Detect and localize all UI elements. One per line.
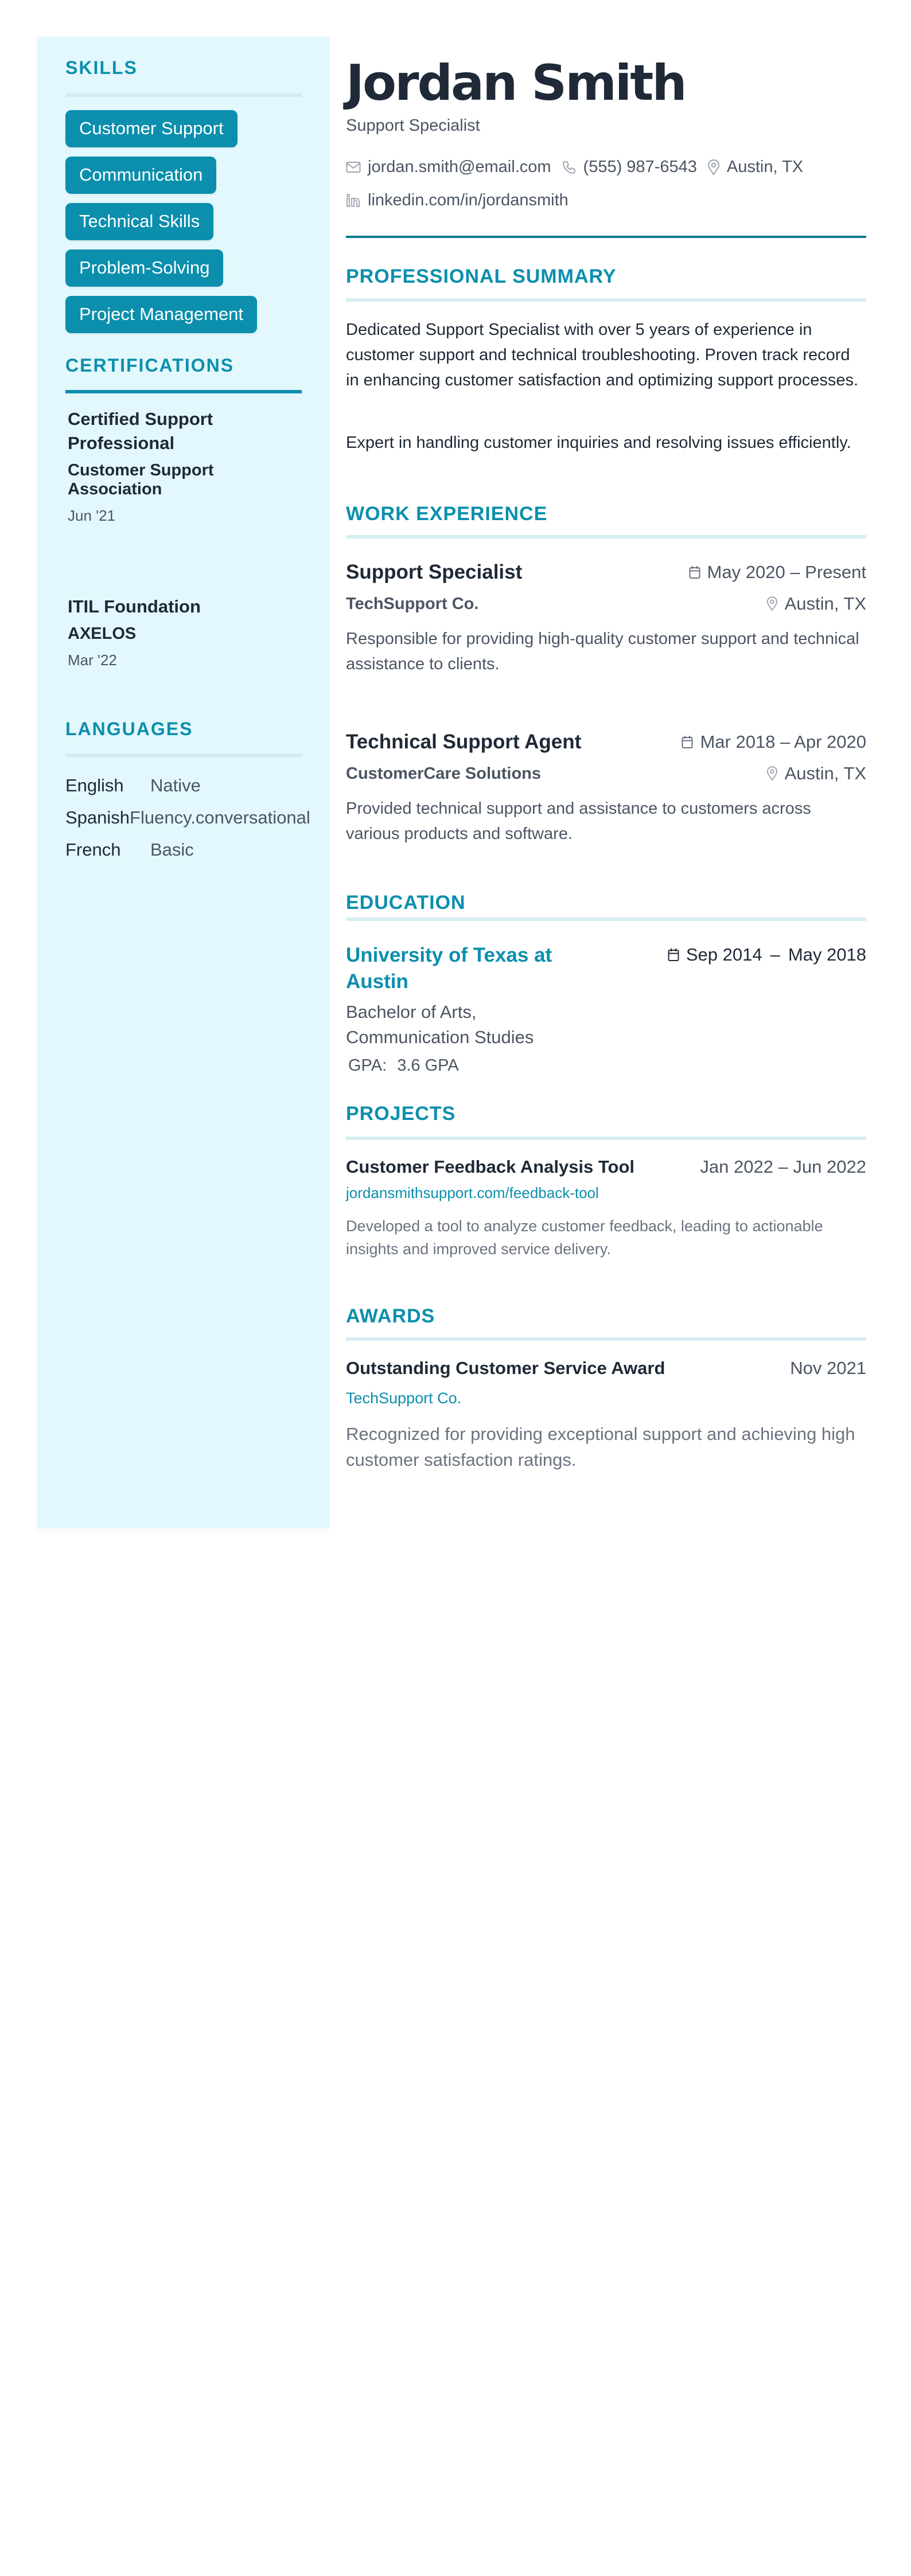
skill-chip: Project Management [65,296,257,333]
education-heading: EDUCATION [346,892,466,914]
education-gpa [348,1056,459,1075]
calendar-icon [689,565,700,579]
linkedin-icon [346,194,361,208]
certification-item [65,407,302,525]
contact-phone[interactable] [562,158,697,177]
gpa-label: GPA: [348,1056,387,1075]
job-location [766,763,866,784]
award-date: Nov 2021 [790,1358,866,1378]
job-role: Technical Support Agent [346,731,582,753]
header-divider [346,236,866,238]
job-location [766,594,866,614]
job-subheader [346,594,866,614]
job-dates-text: Mar 2018 – Apr 2020 [700,732,866,752]
education-start: Sep 2014 [686,944,762,965]
section-divider [346,1337,866,1341]
contact-row [346,191,579,210]
project-header [346,1157,866,1177]
award-header [346,1358,866,1379]
project-dates: Jan 2022 – Jun 2022 [700,1157,866,1177]
summary-paragraph: Expert in handling customer inquiries and resolving issues efficiently. [346,434,851,452]
project-description: Developed a tool to analyze customer feedback, leading to actionable insights and improved service delivery. [346,1217,823,1258]
job-description: Provided technical support and assistance to customers across various products and software. [346,799,811,843]
phone-icon [562,160,577,175]
education-end: May 2018 [788,944,866,965]
job-description: Responsible for providing high-quality customer support and technical assistance to clients. [346,630,859,673]
contact-linkedin[interactable] [346,191,569,210]
job-title: Support Specialist [346,116,480,135]
job-header [346,561,866,584]
experience-heading: WORK EXPERIENCE [346,503,548,525]
skills-list [65,110,302,333]
candidate-name: Jordan Smith [346,54,686,112]
certification-divider [65,559,302,560]
contact-email[interactable] [346,158,551,177]
calendar-icon [668,948,679,962]
job-dates [682,732,866,752]
award-name: Outstanding Customer Service Award [346,1358,665,1378]
certification-item [65,595,302,669]
job-location-text: Austin, TX [784,594,866,614]
email-text: jordan.smith@email.com [368,158,551,176]
contact-location [707,158,803,177]
languages-heading: LANGUAGES [65,719,193,739]
certifications-heading: CERTIFICATIONS [65,355,235,376]
calendar-icon [682,735,693,749]
location-text: Austin, TX [726,158,804,176]
map-pin-icon [707,159,720,175]
project-link[interactable]: jordansmithsupport.com/feedback-tool [346,1184,599,1201]
language-level: Fluency.conversational [130,807,310,828]
certification-date: Jun '21 [68,507,116,524]
skill-chip: Problem-Solving [65,249,223,287]
map-pin-icon [766,596,778,611]
linkedin-text: linkedin.com/in/jordansmith [368,191,569,209]
job-header [346,731,866,754]
certification-name: Certified Support Professional [68,409,213,453]
section-divider [346,298,866,302]
phone-text: (555) 987-6543 [583,158,697,176]
job-subheader [346,763,866,784]
skill-chip: Communication [65,157,216,194]
skills-section [65,57,302,333]
job-company: TechSupport Co. [346,594,479,613]
section-divider [65,754,302,757]
education-dates [668,944,866,965]
sidebar [37,37,329,1528]
projects-heading: PROJECTS [346,1103,456,1125]
job-dates-text: May 2020 – Present [707,562,866,582]
education-header [346,942,866,995]
job-role: Support Specialist [346,561,523,583]
language-row [65,802,310,834]
languages-list [65,770,310,866]
language-name: French [65,840,121,860]
contact-row [346,158,813,177]
award-description: Recognized for providing exceptional support and achieving high customer satisfaction ratings. [346,1424,855,1470]
language-level: Basic [150,840,194,860]
section-divider [65,93,302,97]
skill-chip: Technical Skills [65,203,213,240]
award-issuer: TechSupport Co. [346,1390,462,1407]
language-row [65,770,302,802]
awards-heading: AWARDS [346,1305,435,1327]
section-divider [346,1137,866,1140]
certification-issuer: Customer Support Association [68,461,214,498]
language-row [65,834,302,866]
certification-issuer: AXELOS [68,625,137,643]
certification-date: Mar '22 [68,651,117,669]
certification-name: ITIL Foundation [68,596,201,616]
education-school: University of Texas at Austin [346,944,552,993]
language-level: Native [150,775,201,795]
certifications-section [65,355,302,669]
job-location-text: Austin, TX [784,763,866,783]
section-divider [346,535,866,538]
section-divider [346,918,866,921]
job-dates [689,562,866,583]
language-name: English [65,775,124,795]
mail-icon [346,161,361,174]
gpa-value: 3.6 GPA [397,1056,459,1075]
map-pin-icon [766,766,778,781]
language-name: Spanish [65,807,130,828]
summary-paragraph: Dedicated Support Specialist with over 5 years of experience in customer support and technical troubleshooting. Proven track record in enhancing customer satisfaction and optimizing support processes. [346,321,859,389]
project-name: Customer Feedback Analysis Tool [346,1157,635,1177]
education-degree: Bachelor of Arts, Communication Studies [346,1002,534,1047]
languages-section [65,719,310,866]
summary-heading: PROFESSIONAL SUMMARY [346,266,617,287]
section-divider [65,390,302,393]
date-separator: – [770,944,780,965]
skill-chip: Customer Support [65,110,238,147]
job-company: CustomerCare Solutions [346,764,541,783]
skills-heading: SKILLS [65,57,138,78]
